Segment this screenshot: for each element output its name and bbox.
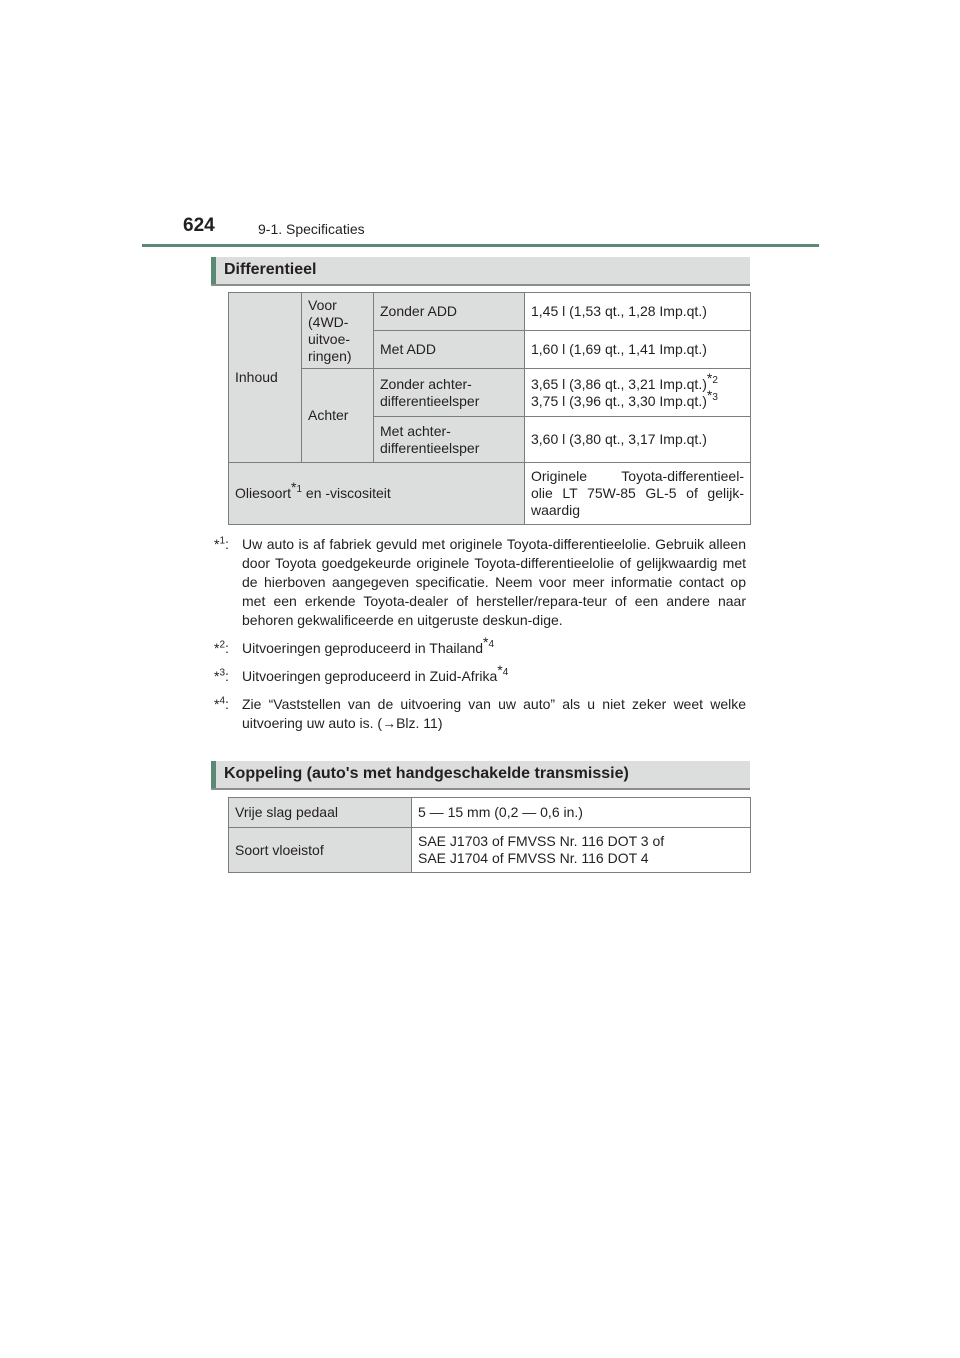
- front-group-line: ringen): [308, 347, 352, 364]
- zonder-lsd-label: [374, 369, 525, 417]
- page-number: 624: [183, 215, 215, 236]
- zonder-lsd-value-1: 3,65 l (3,86 qt., 3,21 Imp.qt.): [531, 375, 707, 392]
- footnote-marker: *$^1$:: [214, 535, 229, 552]
- met-lsd-value: 3,60 l (3,80 qt., 3,17 Imp.qt.): [525, 417, 751, 463]
- fluid-type-line: SAE J1704 of FMVSS Nr. 116 DOT 4: [418, 850, 649, 866]
- oil-type-line: waardig: [531, 502, 581, 518]
- footnote-star: *: [291, 479, 297, 496]
- clutch-section-heading: [211, 761, 750, 790]
- clutch-title: Koppeling (auto's met handgeschakelde transmissie): [224, 765, 629, 782]
- footnote-text: Uitvoeringen geproduceerd in Thailand: [242, 640, 484, 656]
- footnote-item: [214, 695, 746, 733]
- oil-type-label: [229, 463, 525, 525]
- footnote-marker: *$^2$:: [214, 639, 229, 656]
- section-marker: [211, 761, 216, 788]
- front-group-line: (4WD-: [308, 313, 349, 330]
- section-marker: [211, 257, 216, 284]
- oil-type-prefix: Oliesoort: [235, 485, 292, 501]
- footnote-marker: *$^3$:: [214, 667, 229, 684]
- footnote-text: Uitvoeringen geproduceerd in Zuid-Afrika: [242, 668, 498, 684]
- differential-table: [228, 292, 751, 525]
- header-divider: [142, 244, 819, 247]
- footnote-text: Uw auto is af fabriek gevuld met originele Toyota-differentieelolie. Gebruik alleen door Toyota goedgekeurde originele Toyota-differentieelolie of gelijkwaardig met de hierboven aangegeven specificatie. Neem voor meer informatie contact op met een erkende Toyota-dealer of hersteller/repara-teur of een andere naar behoren gekwalificeerde en uitgeruste deskun-dige.: [242, 536, 746, 628]
- footnote-ref: 3: [712, 391, 718, 403]
- zonder-add-value: 1,45 l (1,53 qt., 1,28 Imp.qt.): [525, 293, 751, 331]
- footnote-ref: 1: [296, 484, 303, 496]
- footnote-star: *: [706, 386, 713, 403]
- fluid-type-line: SAE J1703 of FMVSS Nr. 116 DOT 3 of: [418, 833, 665, 849]
- clutch-table: [228, 797, 751, 873]
- inhoud-label: Inhoud: [229, 293, 302, 463]
- oil-type-suffix: en -viscositeit: [302, 485, 391, 501]
- footnote-ref: 4: [488, 639, 495, 651]
- oil-type-line: Originele Toyota-differentieel-: [531, 468, 744, 484]
- footnote-ref: 2: [712, 374, 718, 386]
- pedal-play-label: Vrije slag pedaal: [229, 798, 412, 828]
- footnotes: [214, 535, 746, 742]
- met-lsd-label: [374, 417, 525, 463]
- pedal-play-value: 5 — 15 mm (0,2 — 0,6 in.): [412, 798, 751, 828]
- footnote-star: *: [706, 369, 713, 386]
- fluid-type-label: Soort vloeistof: [229, 828, 412, 873]
- front-group-label: [302, 293, 374, 369]
- differential-title: Differentieel: [224, 261, 317, 278]
- footnote-ref: 4: [502, 667, 509, 679]
- zonder-lsd-line: Zonder achter-: [380, 375, 472, 392]
- oil-type-value: [525, 463, 751, 525]
- front-group-line: uitvoe-: [308, 330, 351, 347]
- footnote-item: [214, 535, 746, 630]
- footnote-marker: *$^4$:: [214, 695, 229, 712]
- oil-type-line: olie LT 75W-85 GL-5 of gelijk-: [531, 485, 744, 501]
- rear-group-label: Achter: [302, 369, 374, 463]
- met-lsd-line: differentieelsper: [380, 439, 480, 456]
- zonder-add-label: Zonder ADD: [374, 293, 525, 331]
- zonder-lsd-value: [525, 369, 751, 417]
- met-add-value: 1,60 l (1,69 qt., 1,41 Imp.qt.): [525, 331, 751, 369]
- footnote-item: *$^3$: Uitvoeringen geproduceerd in Zuid-Afrika$^{*4}$: [214, 662, 509, 684]
- met-lsd-line: Met achter-: [380, 422, 451, 439]
- section-title: 9-1. Specificaties: [258, 221, 365, 237]
- footnote-item: *$^2$: Uitvoeringen geproduceerd in Thailand$^{*4}$: [214, 634, 495, 656]
- zonder-lsd-line: differentieelsper: [380, 392, 480, 409]
- fluid-type-value: [412, 828, 751, 873]
- differential-section-heading: [211, 257, 750, 286]
- zonder-lsd-value-2: 3,75 l (3,96 qt., 3,30 Imp.qt.): [531, 392, 707, 409]
- met-add-label: Met ADD: [374, 331, 525, 369]
- front-group-line: Voor: [308, 296, 337, 313]
- footnote-text: Zie “Vaststellen van de uitvoering van uw auto” als u niet zeker weet welke uitvoering uw auto is. (→Blz. 11): [242, 696, 746, 731]
